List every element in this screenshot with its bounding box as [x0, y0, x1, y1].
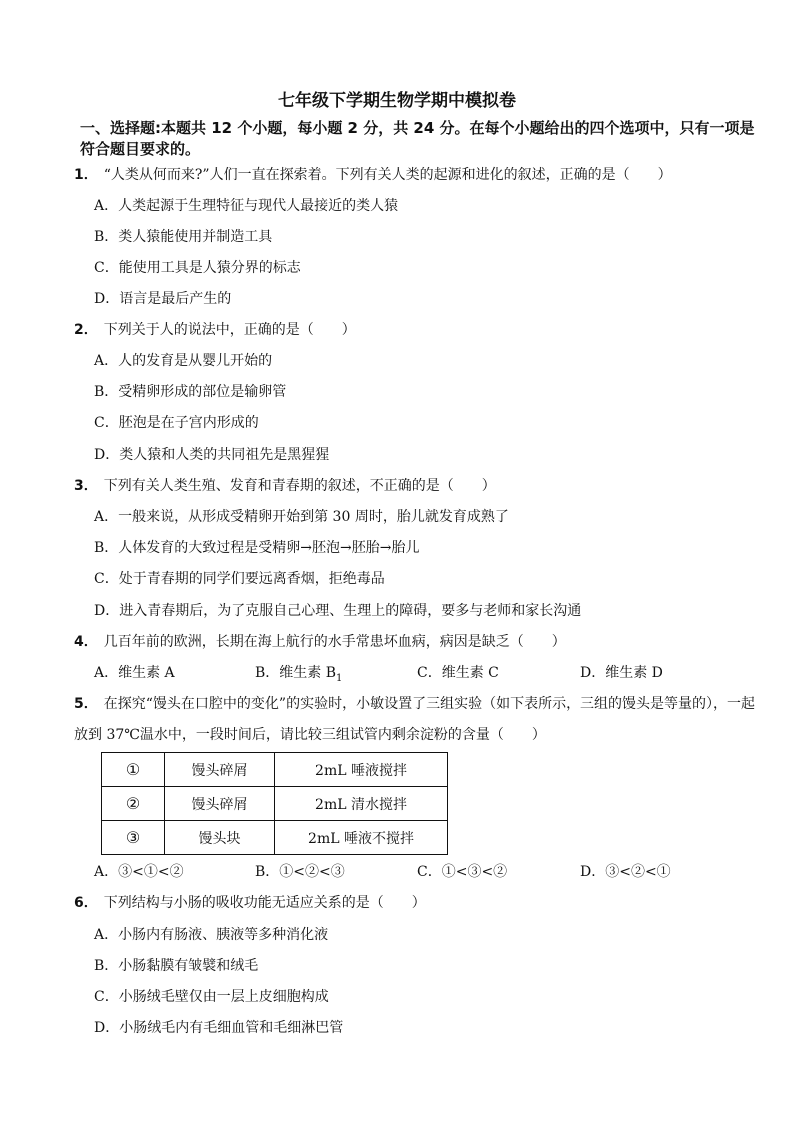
- option-1a[interactable]: A．人类起源于生理特征与现代人最接近的类人猿: [94, 198, 399, 214]
- option-4a[interactable]: A．维生素 A: [94, 665, 175, 681]
- option-3c[interactable]: C．处于青春期的同学们要远离香烟，拒绝毒品: [94, 571, 385, 587]
- option-1b[interactable]: B．类人猿能使用并制造工具: [94, 229, 273, 245]
- option-6c[interactable]: C．小肠绒毛壁仅由一层上皮细胞构成: [94, 989, 329, 1005]
- option-5b[interactable]: B．①<②<③: [255, 864, 345, 880]
- question-1: [74, 165, 764, 185]
- option-5d[interactable]: D．③<②<①: [580, 864, 671, 880]
- option-2d[interactable]: D．类人猿和人类的共同祖先是黑猩猩: [94, 447, 330, 463]
- table-cell: ②: [102, 787, 165, 821]
- option-3d[interactable]: D．进入青春期后，为了克服自己心理、生理上的障碍，要多与老师和家长沟通: [94, 603, 582, 619]
- question-2: [74, 320, 764, 340]
- question-stem: 几百年前的欧洲，长期在海上航行的水手常患坏血病，病因是缺乏（ ）: [103, 634, 566, 650]
- question-number: 6．: [74, 895, 98, 911]
- question-number: 2．: [74, 322, 98, 338]
- question-stem: 在探究“馒头在口腔中的变化”的实验时，小敏设置了三组实验（如下表所示，三组的馒头是等量的），一起放到 37℃温水中，一段时间后，请比较三组试管内剩余淀粉的含量（ ）: [74, 696, 756, 743]
- table-cell: 馒头块: [165, 821, 275, 855]
- question-number: 1．: [74, 167, 98, 183]
- option-2b[interactable]: B．受精卵形成的部位是输卵管: [94, 384, 287, 400]
- question-stem: “人类从何而来?”人们一直在探索着。下列有关人类的起源和进化的叙述，正确的是（ ）: [103, 167, 672, 183]
- option-4d[interactable]: D．维生素 D: [580, 665, 663, 681]
- subscript: 1: [336, 672, 343, 684]
- option-4b[interactable]: [255, 663, 342, 689]
- experiment-table: [101, 752, 448, 855]
- table-cell: 2mL 唾液搅拌: [275, 753, 448, 787]
- question-4: [74, 632, 764, 652]
- table-cell: ③: [102, 821, 165, 855]
- question-3: [74, 476, 764, 496]
- table-cell: ①: [102, 753, 165, 787]
- option-5a[interactable]: A．③<①<②: [94, 864, 184, 880]
- exam-title: 七年级下学期生物学期中模拟卷: [278, 91, 516, 111]
- question-number: 3．: [74, 478, 98, 494]
- option-4c[interactable]: C．维生素 C: [417, 665, 499, 681]
- question-number: 4．: [74, 634, 98, 650]
- table-row: [102, 787, 448, 821]
- option-6d[interactable]: D．小肠绒毛内有毛细血管和毛细淋巴管: [94, 1020, 344, 1036]
- option-3a[interactable]: A．一般来说，从形成受精卵开始到第 30 周时，胎儿就发育成熟了: [94, 509, 509, 525]
- question-stem: 下列结构与小肠的吸收功能无适应关系的是（ ）: [103, 895, 426, 911]
- option-2a[interactable]: A．人的发育是从婴儿开始的: [94, 353, 273, 369]
- table-cell: 2mL 唾液不搅拌: [275, 821, 448, 855]
- table-cell: 馒头碎屑: [165, 787, 275, 821]
- table-row: [102, 753, 448, 787]
- question-number: 5．: [74, 696, 98, 712]
- table-row: [102, 821, 448, 855]
- option-6b[interactable]: B．小肠黏膜有皱襞和绒毛: [94, 958, 259, 974]
- question-6: [74, 893, 764, 913]
- option-label: B．维生素 B: [255, 665, 337, 681]
- question-stem: 下列关于人的说法中，正确的是（ ）: [103, 322, 356, 338]
- option-1c[interactable]: C．能使用工具是人猿分界的标志: [94, 260, 301, 276]
- section-header: 一、选择题:本题共 12 个小题，每小题 2 分，共 24 分。在每个小题给出的四个选项中，只有一项是符合题目要求的。: [80, 119, 755, 158]
- option-2c[interactable]: C．胚泡是在子宫内形成的: [94, 415, 259, 431]
- question-5: [74, 689, 764, 751]
- table-cell: 馒头碎屑: [165, 753, 275, 787]
- option-3b[interactable]: B．人体发育的大致过程是受精卵→胚泡→胚胎→胎儿: [94, 540, 420, 556]
- question-stem: 下列有关人类生殖、发育和青春期的叙述，不正确的是（ ）: [103, 478, 496, 494]
- option-6a[interactable]: A．小肠内有肠液、胰液等多种消化液: [94, 927, 329, 943]
- option-5c[interactable]: C．①<③<②: [417, 864, 508, 880]
- option-1d[interactable]: D．语言是最后产生的: [94, 291, 232, 307]
- table-cell: 2mL 清水搅拌: [275, 787, 448, 821]
